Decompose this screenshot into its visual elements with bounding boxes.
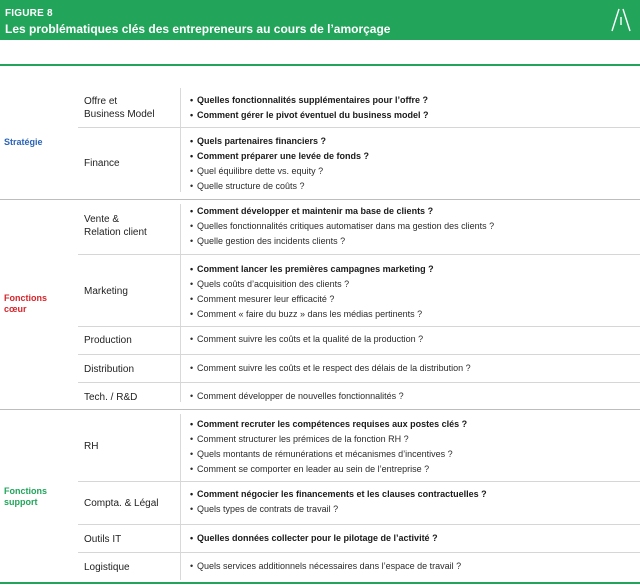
row-label-production: Production — [84, 335, 132, 346]
row-divider — [78, 127, 640, 128]
row-label-marketing: Marketing — [84, 286, 128, 297]
row-label-offre: Offre et Business Model — [84, 96, 155, 120]
list-item: • Comment mesurer leur efficacité ? — [190, 292, 636, 307]
section-divider — [0, 409, 640, 410]
row-divider — [78, 552, 640, 553]
list-item: • Comment se comporter en leader au sein de l’entreprise ? — [190, 462, 636, 477]
list-item: • Comment développer de nouvelles fonctionnalités ? — [190, 389, 636, 404]
row-label-compta: Compta. & Légal — [84, 498, 159, 509]
bullets-finance — [190, 134, 636, 194]
list-item: • Quelles fonctionnalités critiques automatiser dans ma gestion des clients ? — [190, 219, 636, 234]
brand-logo-icon — [610, 8, 632, 32]
list-item: • Comment préparer une levée de fonds ? — [190, 149, 636, 164]
category-strategie: Stratégie — [4, 137, 43, 147]
row-label-vente: Vente & Relation client — [84, 214, 147, 238]
figure-header — [0, 0, 640, 40]
row-label-rh: RH — [84, 441, 99, 452]
list-item: • Quels montants de rémunérations et mécanismes d’incentives ? — [190, 447, 636, 462]
section-divider — [0, 199, 640, 200]
row-label-distribution: Distribution — [84, 364, 135, 375]
list-item: • Quelles fonctionnalités supplémentaires pour l’offre ? — [190, 93, 636, 108]
bullets-logistique — [190, 559, 636, 574]
column-divider — [180, 88, 181, 192]
bullets-outils-it — [190, 531, 636, 546]
row-divider — [78, 524, 640, 525]
figure-label: FIGURE 8 — [5, 8, 53, 19]
category-fonctions-support: Fonctions support — [4, 486, 47, 507]
list-item: • Quel équilibre dette vs. equity ? — [190, 164, 636, 179]
list-item: • Quels types de contrats de travail ? — [190, 502, 636, 517]
bullets-distribution — [190, 361, 636, 376]
row-divider — [78, 354, 640, 355]
list-item: • Quels services additionnels nécessaires dans l’espace de travail ? — [190, 559, 636, 574]
row-divider — [78, 382, 640, 383]
row-label-logistique: Logistique — [84, 562, 130, 573]
row-label-finance: Finance — [84, 158, 120, 169]
bullets-vente — [190, 204, 636, 249]
list-item: • Comment suivre les coûts et la qualité de la production ? — [190, 332, 636, 347]
row-divider — [78, 481, 640, 482]
list-item: • Quelles données collecter pour le pilotage de l’activité ? — [190, 531, 636, 546]
list-item: • Comment recruter les compétences requises aux postes clés ? — [190, 417, 636, 432]
bullets-rh — [190, 417, 636, 477]
bottom-divider — [0, 582, 640, 584]
top-divider — [0, 64, 640, 66]
list-item: • Comment suivre les coûts et le respect des délais de la distribution ? — [190, 361, 636, 376]
row-divider — [78, 254, 640, 255]
list-item: • Comment développer et maintenir ma base de clients ? — [190, 204, 636, 219]
list-item: • Quelle gestion des incidents clients ? — [190, 234, 636, 249]
list-item: • Comment structurer les prémices de la fonction RH ? — [190, 432, 636, 447]
row-divider — [78, 326, 640, 327]
category-fonctions-coeur: Fonctions cœur — [4, 293, 47, 314]
bullets-offre — [190, 93, 636, 123]
figure-title: Les problématiques clés des entrepreneurs au cours de l’amorçage — [5, 22, 391, 36]
list-item: • Comment gérer le pivot éventuel du business model ? — [190, 108, 636, 123]
list-item: • Quels partenaires financiers ? — [190, 134, 636, 149]
bullets-marketing — [190, 262, 636, 322]
bullets-tech — [190, 389, 636, 404]
column-divider — [180, 414, 181, 580]
list-item: • Quelle structure de coûts ? — [190, 179, 636, 194]
column-divider — [180, 204, 181, 402]
list-item: • Comment lancer les premières campagnes marketing ? — [190, 262, 636, 277]
row-label-outils-it: Outils IT — [84, 534, 122, 545]
list-item: • Comment négocier les financements et les clauses contractuelles ? — [190, 487, 636, 502]
bullets-compta — [190, 487, 636, 517]
row-label-tech: Tech. / R&D — [84, 392, 138, 403]
list-item: • Quels coûts d’acquisition des clients ? — [190, 277, 636, 292]
bullets-production — [190, 332, 636, 347]
list-item: • Comment « faire du buzz » dans les médias pertinents ? — [190, 307, 636, 322]
